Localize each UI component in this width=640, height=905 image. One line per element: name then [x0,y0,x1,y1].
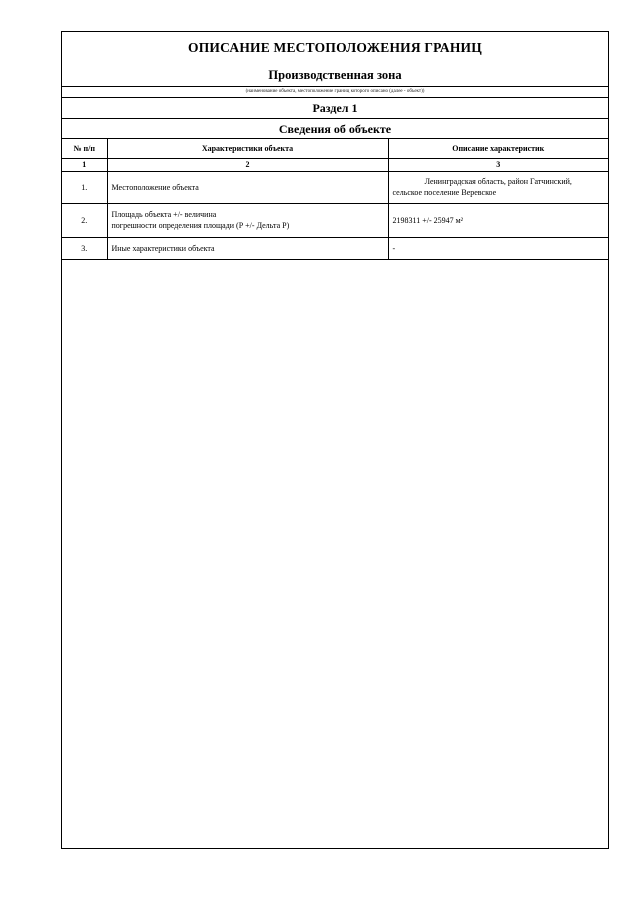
section-title: Сведения об объекте [62,119,608,139]
row-description [388,203,608,237]
column-index-1: 1 [62,158,107,171]
table-row [62,237,608,259]
column-index-row [62,158,608,171]
table-row [62,171,608,203]
characteristic-line: Площадь объекта +/- величина [111,210,217,219]
row-number: 1. [62,171,107,203]
header-characteristic: Характеристики объекта [107,139,388,158]
characteristic-line: Иные характеристики объекта [111,243,215,253]
document-page [61,31,609,849]
row-characteristic [107,237,388,259]
document-title: ОПИСАНИЕ МЕСТОПОЛОЖЕНИЯ ГРАНИЦ [188,40,482,55]
description-line: сельское поселение Веревское [392,188,497,197]
description-line: 2198311 +/- 25947 м² [392,215,464,225]
title-block [62,32,608,87]
description-line: Ленинградская область, район Гатчинский, [424,177,572,186]
header-description: Описание характеристик [388,139,608,158]
header-number: № п/п [62,139,107,158]
characteristic-line: Местоположение объекта [111,182,199,192]
row-characteristic [107,203,388,237]
description-line: - [392,243,396,253]
object-name: Производственная зона [268,68,402,82]
characteristic-line: погрешности определения площади (Р +/- Дельта Р) [111,221,290,230]
section-label: Раздел 1 [62,98,608,119]
row-characteristic [107,171,388,203]
table-header-row [62,139,608,158]
column-index-2: 2 [107,158,388,171]
object-caption: (наименование объекта, местоположение границ которого описано (далее - объект)) [62,87,608,98]
table-row [62,203,608,237]
column-index-3: 3 [388,158,608,171]
row-description [388,171,608,203]
row-number: 2. [62,203,107,237]
row-number: 3. [62,237,107,259]
row-description [388,237,608,259]
object-info-table [62,139,608,260]
